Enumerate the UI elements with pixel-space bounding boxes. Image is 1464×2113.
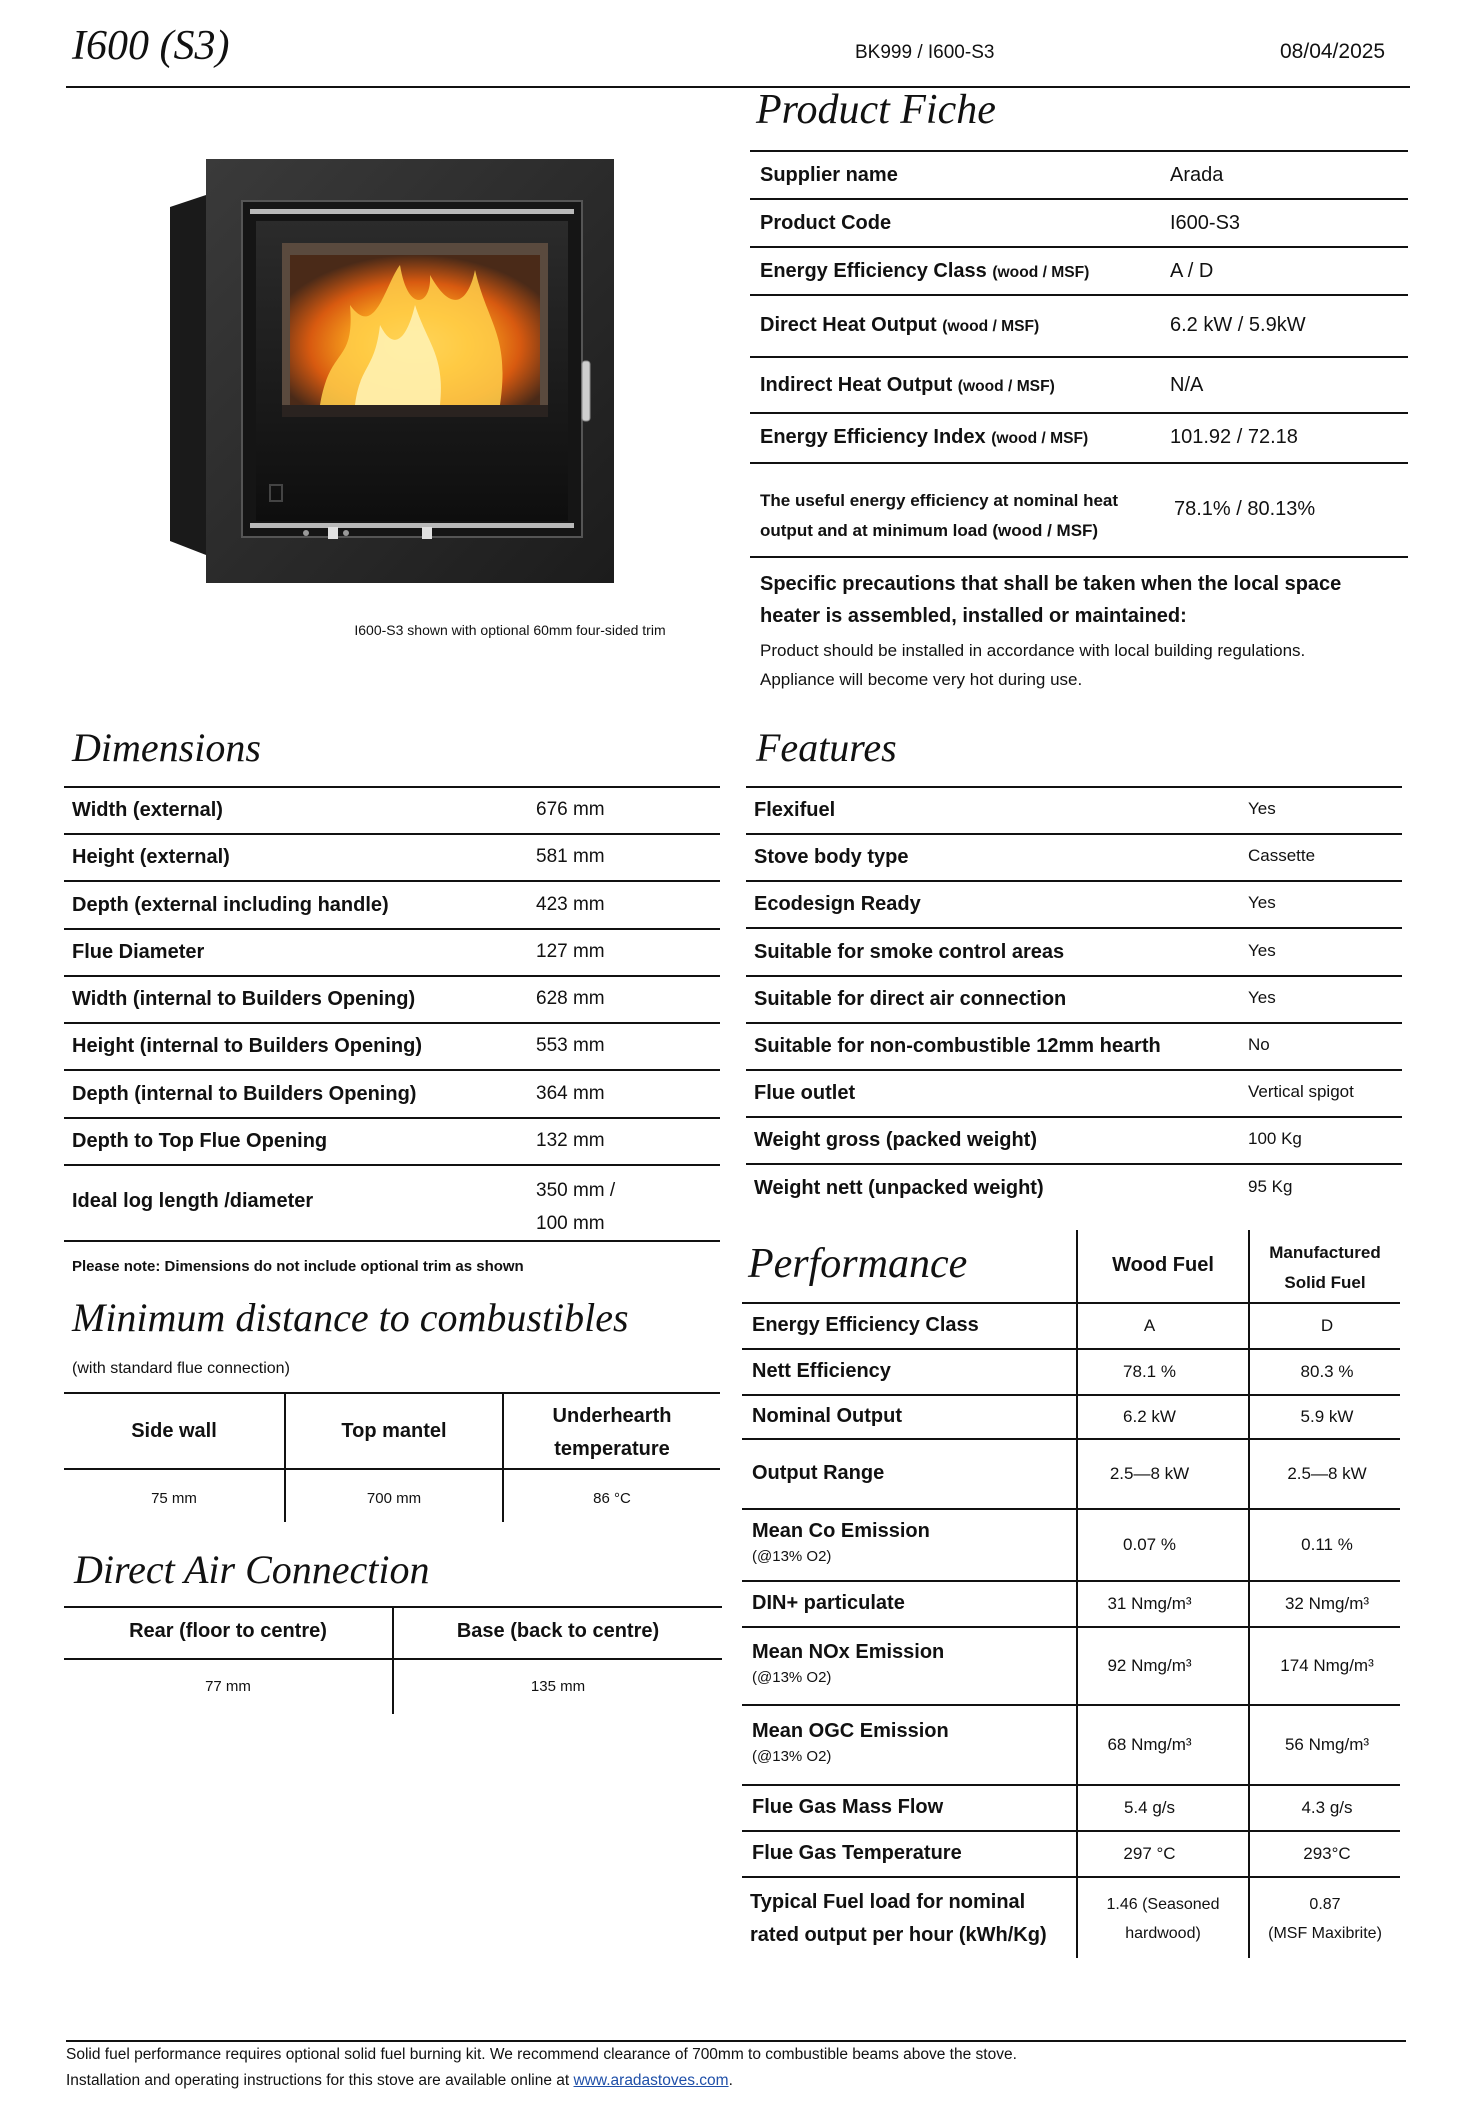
feature-value: No bbox=[1248, 1035, 1270, 1054]
website-link[interactable]: www.aradastoves.com bbox=[573, 2072, 729, 2089]
air-rear-value: 77 mm bbox=[205, 1678, 251, 1695]
feature-value: 95 Kg bbox=[1248, 1177, 1293, 1196]
fiche-label: Energy Efficiency Index (wood / MSF) bbox=[760, 426, 1089, 448]
dimension-row bbox=[64, 883, 720, 930]
combustibles-heading: Minimum distance to combustibles bbox=[72, 1295, 629, 1340]
document-date: 08/04/2025 bbox=[1280, 40, 1386, 63]
msf-value: D bbox=[1320, 1316, 1334, 1335]
dimension-label: Depth (external including handle) bbox=[72, 894, 389, 916]
feature-row bbox=[746, 977, 1402, 1024]
fiche-row bbox=[750, 200, 1408, 248]
fuel-load-row bbox=[742, 1880, 1400, 1960]
dimension-label: Ideal log length /diameter bbox=[72, 1190, 314, 1212]
wood-fuel-value: 297 °C bbox=[1123, 1844, 1176, 1863]
fiche-row bbox=[750, 296, 1408, 358]
fiche-value: A / D bbox=[1170, 260, 1214, 282]
underhearth-value: 86 °C bbox=[593, 1490, 631, 1507]
dimension-row bbox=[64, 977, 720, 1024]
stove-illustration bbox=[170, 155, 630, 585]
dimension-value: 350 mm / 100 mm bbox=[536, 1180, 616, 1234]
dimension-row bbox=[64, 1072, 720, 1119]
fuel-load-wood: 1.46 (Seasoned hardwood) bbox=[1106, 1896, 1220, 1942]
dimension-label: Depth (internal to Builders Opening) bbox=[72, 1083, 417, 1105]
performance-label: Mean NOx Emission bbox=[752, 1641, 945, 1663]
performance-label: Mean Co Emission bbox=[752, 1520, 930, 1542]
msf-value: 2.5—8 kW bbox=[1287, 1464, 1367, 1483]
dimension-value: 364 mm bbox=[536, 1083, 605, 1104]
header-rule bbox=[66, 86, 1410, 88]
dimension-row bbox=[64, 1119, 720, 1166]
air-base-header: Base (back to centre) bbox=[456, 1620, 660, 1642]
fiche-value: 78.1% / 80.13% bbox=[1174, 498, 1316, 520]
feature-row bbox=[746, 1024, 1402, 1071]
feature-value: Yes bbox=[1248, 988, 1276, 1007]
combustibles-subheading: (with standard flue connection) bbox=[72, 1360, 290, 1377]
dimension-label: Width (internal to Builders Opening) bbox=[72, 988, 416, 1010]
fiche-label: Direct Heat Output (wood / MSF) bbox=[760, 314, 1040, 336]
performance-row bbox=[742, 1706, 1400, 1786]
performance-row bbox=[742, 1628, 1400, 1706]
feature-value: Vertical spigot bbox=[1248, 1082, 1354, 1101]
msf-value: 80.3 % bbox=[1300, 1362, 1354, 1381]
stove-image bbox=[170, 155, 630, 585]
air-heading: Direct Air Connection bbox=[74, 1547, 430, 1592]
footer-line-2 bbox=[66, 2072, 733, 2090]
feature-label: Flue outlet bbox=[754, 1082, 856, 1104]
dimension-value: 127 mm bbox=[536, 941, 605, 962]
fiche-value: 6.2 kW / 5.9kW bbox=[1170, 314, 1306, 336]
wood-fuel-value: 68 Nmg/m³ bbox=[1107, 1735, 1192, 1754]
features-heading: Features bbox=[756, 725, 897, 770]
wood-fuel-value: 31 Nmg/m³ bbox=[1107, 1594, 1192, 1613]
dimension-value: 581 mm bbox=[536, 846, 605, 867]
fuel-load-msf: 0.87 (MSF Maxibrite) bbox=[1268, 1896, 1382, 1942]
footer-text: . bbox=[728, 2072, 733, 2089]
wood-fuel-value: 78.1 % bbox=[1123, 1362, 1176, 1381]
dimension-label: Flue Diameter bbox=[72, 941, 205, 963]
performance-sublabel: (@13% O2) bbox=[752, 1548, 832, 1565]
fiche-row bbox=[750, 464, 1408, 558]
fiche-value: I600-S3 bbox=[1170, 212, 1241, 234]
dimension-label: Height (internal to Builders Opening) bbox=[72, 1035, 422, 1057]
dimension-label: Height (external) bbox=[72, 846, 230, 868]
msf-value: 4.3 g/s bbox=[1301, 1798, 1353, 1817]
document-code: BK999 / I600-S3 bbox=[855, 42, 995, 63]
performance-label: Energy Efficiency Class bbox=[752, 1314, 979, 1336]
msf-value: 32 Nmg/m³ bbox=[1284, 1594, 1370, 1613]
performance-row bbox=[742, 1440, 1400, 1510]
dimension-value: 423 mm bbox=[536, 894, 605, 915]
feature-label: Suitable for smoke control areas bbox=[754, 941, 1065, 963]
wood-fuel-value: 6.2 kW bbox=[1123, 1407, 1176, 1426]
feature-label: Weight nett (unpacked weight) bbox=[754, 1177, 1044, 1199]
fuel-load-label: Typical Fuel load for nominal rated output per hour (kWh/Kg) bbox=[750, 1891, 1047, 1946]
feature-value: 100 Kg bbox=[1248, 1129, 1302, 1148]
feature-value: Yes bbox=[1248, 941, 1276, 960]
dimension-row bbox=[64, 1024, 720, 1071]
feature-row bbox=[746, 882, 1402, 929]
performance-label: Output Range bbox=[752, 1462, 885, 1484]
performance-sublabel: (@13% O2) bbox=[752, 1748, 832, 1765]
dimension-row bbox=[64, 788, 720, 835]
air-rear-header: Rear (floor to centre) bbox=[129, 1620, 327, 1642]
combustibles-mid-rule bbox=[64, 1468, 720, 1470]
msf-value: 174 Nmg/m³ bbox=[1280, 1656, 1374, 1675]
feature-row bbox=[746, 1118, 1402, 1165]
feature-label: Weight gross (packed weight) bbox=[754, 1129, 1037, 1151]
top-mantel-header: Top mantel bbox=[341, 1420, 447, 1442]
image-caption: I600-S3 shown with optional 60mm four-sided trim bbox=[354, 622, 666, 638]
performance-row bbox=[742, 1510, 1400, 1582]
precautions-text: Product should be installed in accordance with local building regulations. Appliance will become very hot during use. bbox=[760, 641, 1306, 689]
underhearth-header: Underhearth temperature bbox=[552, 1405, 672, 1460]
fiche-row bbox=[750, 414, 1408, 464]
dimension-value: 676 mm bbox=[536, 799, 605, 820]
fiche-label: Supplier name bbox=[760, 164, 898, 186]
dimensions-note: Please note: Dimensions do not include optional trim as shown bbox=[72, 1258, 524, 1275]
fiche-label: Energy Efficiency Class (wood / MSF) bbox=[760, 260, 1090, 282]
feature-row bbox=[746, 1071, 1402, 1118]
performance-sublabel: (@13% O2) bbox=[752, 1669, 832, 1686]
feature-label: Ecodesign Ready bbox=[754, 893, 921, 915]
performance-heading: Performance bbox=[748, 1241, 968, 1287]
fiche-value: Arada bbox=[1170, 164, 1224, 186]
fiche-label: Indirect Heat Output (wood / MSF) bbox=[760, 374, 1055, 396]
feature-label: Flexifuel bbox=[754, 799, 836, 821]
fiche-row bbox=[750, 152, 1408, 200]
performance-label: DIN+ particulate bbox=[752, 1592, 905, 1614]
dimension-row bbox=[64, 930, 720, 977]
dimension-value: 132 mm bbox=[536, 1130, 605, 1151]
feature-value: Cassette bbox=[1248, 846, 1316, 865]
fiche-row bbox=[750, 358, 1408, 414]
dimensions-heading: Dimensions bbox=[72, 725, 261, 770]
feature-label: Suitable for direct air connection bbox=[754, 988, 1067, 1010]
performance-label: Flue Gas Temperature bbox=[752, 1842, 962, 1864]
air-mid-rule bbox=[64, 1658, 722, 1660]
dimension-label: Width (external) bbox=[72, 799, 223, 821]
feature-row bbox=[746, 1166, 1402, 1213]
fiche-value: 101.92 / 72.18 bbox=[1170, 426, 1298, 448]
wood-fuel-value: 0.07 % bbox=[1123, 1535, 1176, 1554]
feature-label: Suitable for non-combustible 12mm hearth bbox=[754, 1035, 1161, 1057]
combustibles-top-rule bbox=[64, 1392, 720, 1394]
msf-value: 0.11 % bbox=[1301, 1535, 1353, 1554]
feature-value: Yes bbox=[1248, 893, 1276, 912]
performance-row bbox=[742, 1396, 1400, 1440]
performance-row bbox=[742, 1304, 1400, 1350]
precautions-heading: Specific precautions that shall be taken when the local space heater is assembled, installed or maintained: bbox=[760, 573, 1342, 627]
feature-row bbox=[746, 930, 1402, 977]
feature-label: Stove body type bbox=[754, 846, 909, 868]
dimension-row bbox=[64, 835, 720, 882]
performance-label: Nett Efficiency bbox=[752, 1360, 891, 1382]
fiche-row bbox=[750, 248, 1408, 296]
footer-rule bbox=[66, 2040, 1406, 2042]
document-title: I600 (S3) bbox=[72, 23, 230, 69]
fiche-label: The useful energy efficiency at nominal heat output and at minimum load (wood / MSF) bbox=[760, 491, 1119, 540]
performance-label: Mean OGC Emission bbox=[752, 1720, 949, 1742]
fiche-value: N/A bbox=[1170, 374, 1204, 396]
performance-label: Nominal Output bbox=[752, 1405, 902, 1427]
dimension-row bbox=[64, 1166, 720, 1242]
dimension-value: 628 mm bbox=[536, 988, 605, 1009]
wood-fuel-value: 2.5—8 kW bbox=[1109, 1464, 1190, 1483]
dimension-value: 553 mm bbox=[536, 1035, 605, 1056]
feature-row bbox=[746, 788, 1402, 835]
performance-row bbox=[742, 1350, 1400, 1396]
air-base-value: 135 mm bbox=[530, 1678, 586, 1695]
wood-fuel-value: 5.4 g/s bbox=[1123, 1798, 1176, 1817]
side-wall-value: 75 mm bbox=[151, 1490, 197, 1507]
fiche-label: Product Code bbox=[760, 212, 892, 234]
msf-value: 293°C bbox=[1303, 1844, 1351, 1863]
top-mantel-value: 700 mm bbox=[366, 1490, 422, 1507]
side-wall-header: Side wall bbox=[131, 1420, 217, 1442]
wood-fuel-value: 92 Nmg/m³ bbox=[1107, 1656, 1192, 1675]
performance-row bbox=[742, 1786, 1400, 1832]
wood-fuel-value: A bbox=[1143, 1316, 1156, 1335]
feature-value: Yes bbox=[1248, 799, 1276, 818]
msf-value: 56 Nmg/m³ bbox=[1284, 1735, 1370, 1754]
dimension-label: Depth to Top Flue Opening bbox=[72, 1130, 328, 1152]
footer-line-1: Solid fuel performance requires optional solid fuel burning kit. We recommend clearance of 700mm to combustible beams above the stove. bbox=[66, 2046, 1017, 2063]
fiche-heading: Product Fiche bbox=[756, 87, 996, 133]
footer-text: Installation and operating instructions for this stove are available online at bbox=[66, 2072, 574, 2089]
feature-row bbox=[746, 835, 1402, 882]
performance-label: Flue Gas Mass Flow bbox=[752, 1796, 944, 1818]
msf-header: Manufactured Solid Fuel bbox=[1269, 1243, 1381, 1292]
msf-value: 5.9 kW bbox=[1300, 1407, 1354, 1426]
performance-row bbox=[742, 1832, 1400, 1878]
wood-fuel-header: Wood Fuel bbox=[1112, 1254, 1214, 1276]
performance-row bbox=[742, 1582, 1400, 1628]
